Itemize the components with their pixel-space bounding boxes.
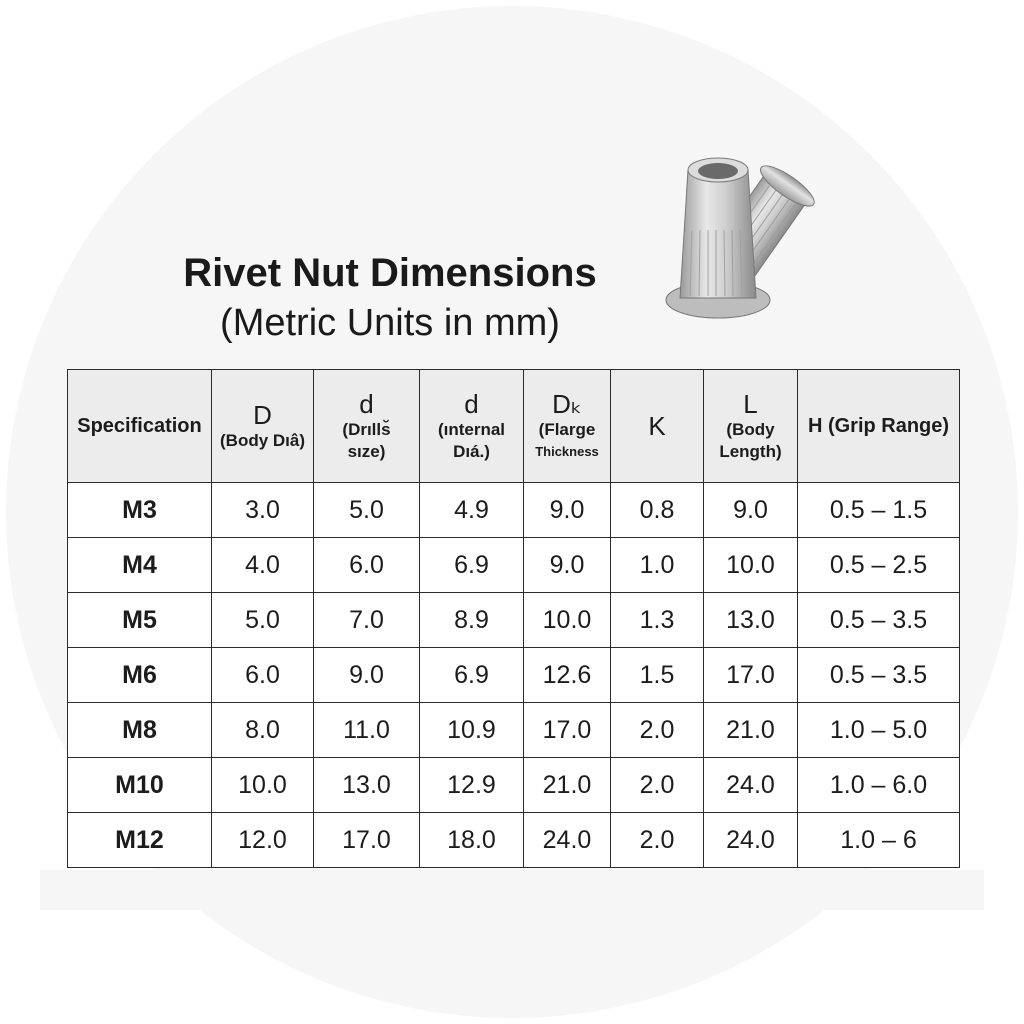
header-specification: Specification <box>68 370 212 483</box>
header-drill-size: d (Drılls̆ sıze) <box>314 370 420 483</box>
cell-d2: 12.9 <box>420 758 524 813</box>
table-row <box>68 758 960 813</box>
cell-k: 2.0 <box>611 758 704 813</box>
table-row <box>68 483 960 538</box>
cell-d1: 9.0 <box>314 648 420 703</box>
cell-dk: 9.0 <box>524 538 611 593</box>
cell-l: 13.0 <box>704 593 798 648</box>
cell-dk: 21.0 <box>524 758 611 813</box>
cell-k: 1.0 <box>611 538 704 593</box>
cell-h: 0.5 – 1.5 <box>798 483 960 538</box>
cell-d2: 18.0 <box>420 813 524 868</box>
title-subtitle: (Metric Units in mm) <box>220 302 560 344</box>
cell-d1: 11.0 <box>314 703 420 758</box>
cell-d2: 8.9 <box>420 593 524 648</box>
dimensions-table <box>67 369 960 868</box>
cell-spec: M8 <box>68 703 212 758</box>
cell-d2: 4.9 <box>420 483 524 538</box>
table-row <box>68 648 960 703</box>
cell-h: 0.5 – 2.5 <box>798 538 960 593</box>
table-row <box>68 593 960 648</box>
cell-dk: 24.0 <box>524 813 611 868</box>
header-internal-diameter: d (ınternal Dıá.) <box>420 370 524 483</box>
title-main: Rivet Nut Dimensions <box>183 251 597 295</box>
cell-k: 2.0 <box>611 813 704 868</box>
cell-dk: 17.0 <box>524 703 611 758</box>
cell-k: 1.3 <box>611 593 704 648</box>
cell-l: 24.0 <box>704 813 798 868</box>
cell-spec: M12 <box>68 813 212 868</box>
header-k: K <box>611 370 704 483</box>
cell-k: 0.8 <box>611 483 704 538</box>
cell-h: 1.0 – 5.0 <box>798 703 960 758</box>
cell-k: 2.0 <box>611 703 704 758</box>
cell-h: 1.0 – 6 <box>798 813 960 868</box>
cell-spec: M6 <box>68 648 212 703</box>
cell-spec: M10 <box>68 758 212 813</box>
cell-dk: 9.0 <box>524 483 611 538</box>
cell-spec: M4 <box>68 538 212 593</box>
cell-d1: 13.0 <box>314 758 420 813</box>
cell-h: 0.5 – 3.5 <box>798 648 960 703</box>
cell-l: 17.0 <box>704 648 798 703</box>
cell-d: 3.0 <box>212 483 314 538</box>
cell-dk: 12.6 <box>524 648 611 703</box>
cell-spec: M5 <box>68 593 212 648</box>
cell-d: 10.0 <box>212 758 314 813</box>
cell-l: 21.0 <box>704 703 798 758</box>
cell-d1: 17.0 <box>314 813 420 868</box>
cell-k: 1.5 <box>611 648 704 703</box>
header-flange-diameter: Dₖ (Flarge Thickness <box>524 370 611 483</box>
table-row <box>68 813 960 868</box>
cell-h: 1.0 – 6.0 <box>798 758 960 813</box>
cell-d: 12.0 <box>212 813 314 868</box>
cell-d2: 10.9 <box>420 703 524 758</box>
bottom-fade <box>40 870 984 910</box>
cell-h: 0.5 – 3.5 <box>798 593 960 648</box>
cell-d1: 5.0 <box>314 483 420 538</box>
header-body-diameter: D (Body Dıâ) <box>212 370 314 483</box>
cell-d: 4.0 <box>212 538 314 593</box>
cell-d1: 7.0 <box>314 593 420 648</box>
cell-d: 8.0 <box>212 703 314 758</box>
table-row <box>68 538 960 593</box>
table-row <box>68 703 960 758</box>
cell-d: 5.0 <box>212 593 314 648</box>
cell-spec: M3 <box>68 483 212 538</box>
cell-d2: 6.9 <box>420 648 524 703</box>
header-grip-range: H (Grip Range) <box>798 370 960 483</box>
cell-d2: 6.9 <box>420 538 524 593</box>
cell-dk: 10.0 <box>524 593 611 648</box>
cell-l: 10.0 <box>704 538 798 593</box>
cell-d: 6.0 <box>212 648 314 703</box>
cell-l: 24.0 <box>704 758 798 813</box>
table-header-row <box>68 370 960 483</box>
rivet-nuts-icon <box>660 140 890 330</box>
cell-l: 9.0 <box>704 483 798 538</box>
header-body-length: L (Body Length) <box>704 370 798 483</box>
cell-d1: 6.0 <box>314 538 420 593</box>
page-title <box>150 248 630 348</box>
